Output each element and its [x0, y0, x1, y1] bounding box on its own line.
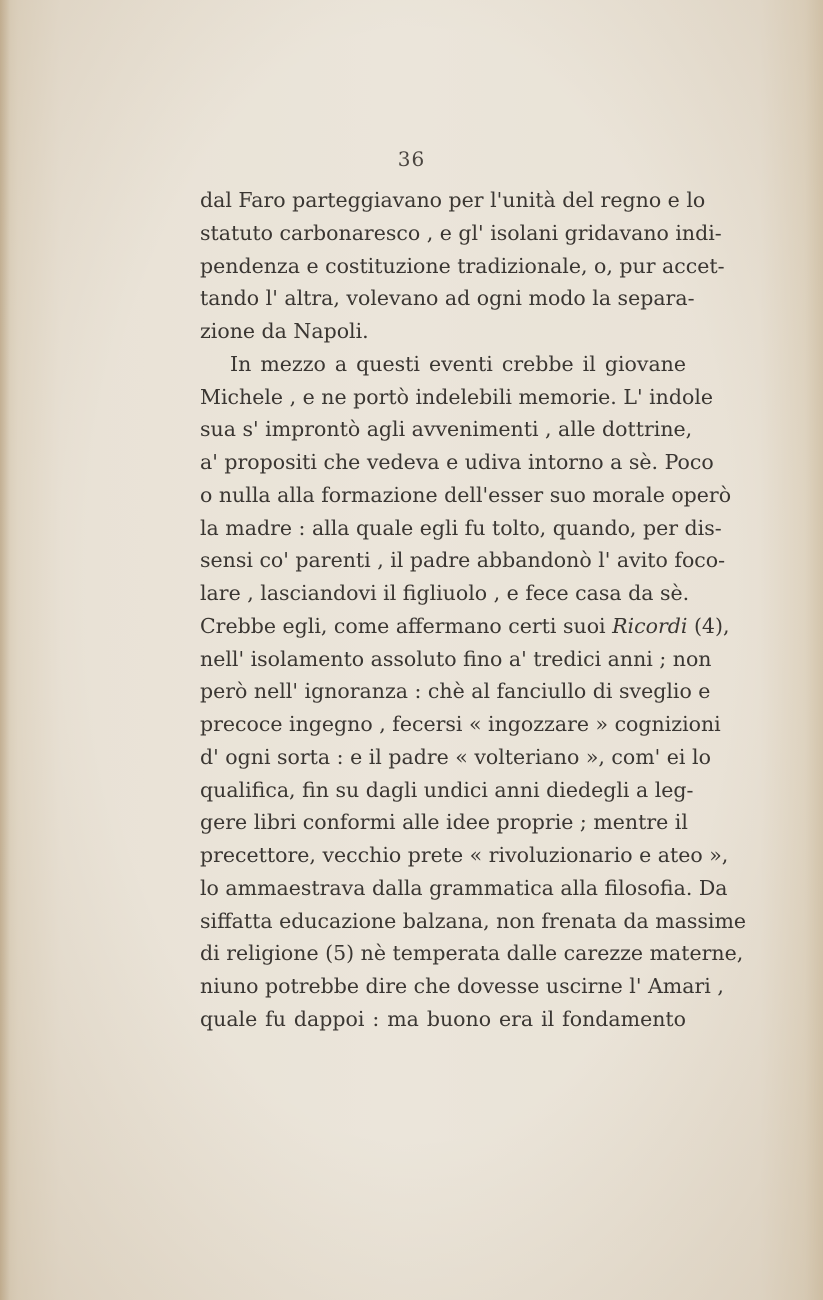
text-line: statuto carbonaresco , e gl' isolani gridavano indi-: [200, 220, 722, 245]
page-number: 36: [397, 147, 426, 171]
text-line: gere libri conformi alle idee proprie ; mentre il: [200, 810, 688, 835]
text-line: siffatta educazione balzana, non frenata da massime: [200, 908, 747, 933]
text-line: dal Faro parteggiavano per l'unità del regno e lo: [200, 188, 706, 212]
body-text: [200, 184, 747, 1036]
text-line: o nulla alla formazione dell'esser suo morale operò: [200, 482, 732, 507]
italic-title-ricordi: Ricordi: [612, 613, 688, 638]
text-line: zione da Napoli.: [200, 319, 369, 343]
page-edge-shadow: [0, 0, 10, 1300]
text-line: qualifica, fin su dagli undici anni diedegli a leg-: [200, 777, 694, 802]
text-line: di religione (5) nè temperata dalle carezze materne,: [200, 941, 744, 966]
text-line: però nell' ignoranza : chè al fanciullo di sveglio e: [200, 679, 711, 704]
text-line: quale fu dappoi : ma buono era il fondamento: [200, 1006, 686, 1031]
text-line: lo ammaestrava dalla grammatica alla filosofia. Da: [200, 875, 728, 900]
text-line: la madre : alla quale egli fu tolto, quando, per dis-: [200, 515, 722, 540]
text-line: niuno potrebbe dire che dovesse uscirne l' Amari ,: [200, 974, 724, 998]
text-line: d' ogni sorta : e il padre « volteriano », com' ei lo: [200, 744, 711, 769]
text-line: In mezzo a questi eventi crebbe il giovane: [230, 351, 686, 376]
text-line: nell' isolamento assoluto fino a' tredici anni ; non: [200, 646, 712, 671]
text-line: pendenza e costituzione tradizionale, o, pur accet-: [200, 253, 725, 278]
text-line: precoce ingegno , fecersi « ingozzare » cognizioni: [200, 712, 721, 736]
text-line: sensi co' parenti , il padre abbandonò l' avito foco-: [200, 548, 726, 573]
text-line: tando l' altra, volevano ad ogni modo la separa-: [200, 286, 695, 311]
text-segment: Crebbe egli, come affermano certi suoi: [200, 613, 613, 638]
text-line: lare , lasciandovi il figliuolo , e fece casa da sè.: [200, 581, 690, 605]
text-line: precettore, vecchio prete « rivoluzionario e ateo »,: [200, 843, 729, 867]
text-line: a' propositi che vedeva e udiva intorno a sè. Poco: [200, 450, 714, 474]
text-segment: (4),: [687, 613, 730, 638]
text-line-with-italic: [200, 610, 730, 643]
text-line: Michele , e ne portò indelebili memorie. L' indole: [200, 384, 714, 409]
text-line: sua s' improntò agli avvenimenti , alle dottrine,: [200, 417, 693, 442]
